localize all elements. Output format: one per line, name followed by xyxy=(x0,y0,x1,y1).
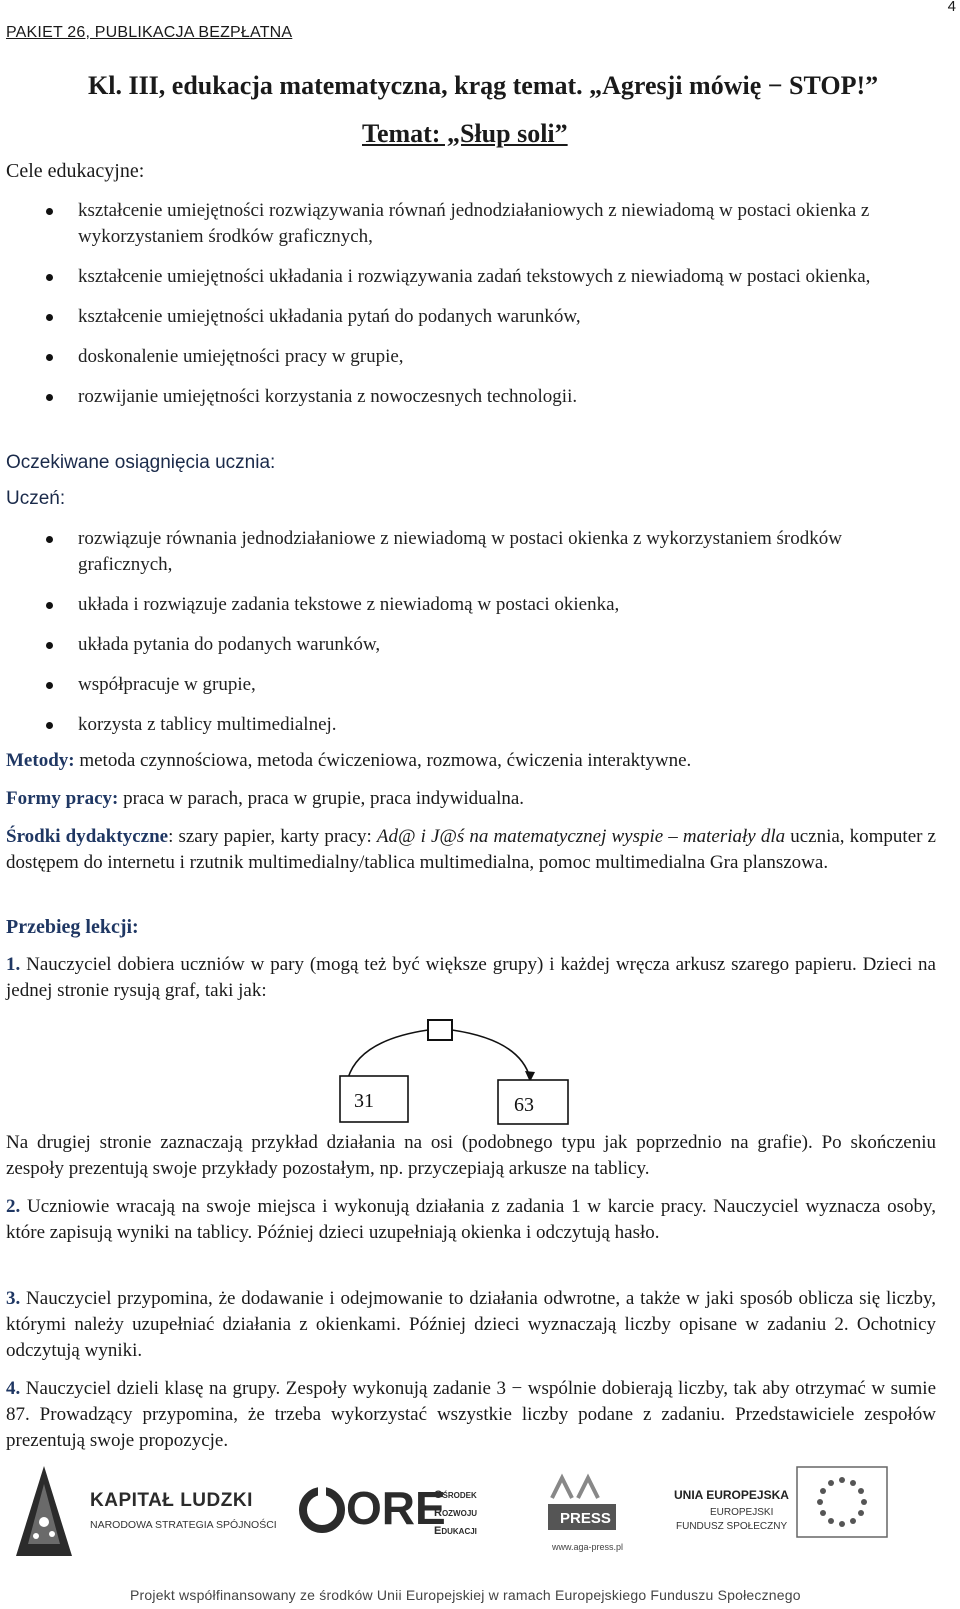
forms: Formy pracy: praca w parach, praca w grupie, praca indywidualna. xyxy=(6,788,525,809)
ore-line-2: Rozwoju xyxy=(434,1507,478,1519)
graph-box-left xyxy=(340,1076,408,1122)
page-header: PAKIET 26, PUBLIKACJA BEZPŁATNA xyxy=(6,24,293,41)
aga-press-url: www.aga-press.pl xyxy=(552,1542,624,1552)
lesson-step-4: 4. Nauczyciel dzieli klasę na grupy. Zespoły wykonują zadanie 3 − wspólnie dobierają liczby, tak aby otrzymać w sumie 87. Prowadzący przypomina, że trzeba wykorzystać wszystkie liczby podane z zadaniu. Przedstawiciele zespołów prezentują swoje propozycje. xyxy=(6,1378,936,1451)
goal-item: kształcenie umiejętności układania pytań do podanych warunków, xyxy=(40,304,940,330)
eu-flag-icon xyxy=(796,1466,888,1538)
eu-line-2: EUROPEJSKI xyxy=(710,1507,774,1518)
graph-right-value: 63 xyxy=(514,1094,534,1116)
goal-item: doskonalenie umiejętności pracy w grupie, xyxy=(40,344,940,370)
eu-line-3: FUNDUSZ SPOŁECZNY xyxy=(676,1521,788,1532)
outcome-item: korzysta z tablicy multimedialnej. xyxy=(40,712,940,738)
student-label: Uczeń: xyxy=(6,488,66,509)
aga-press-label: PRESS xyxy=(560,1510,611,1527)
lesson-step-1b: Na drugiej stronie zaznaczają przykład działania na osi (podobnego typu jak poprzednio na grafie). Po skończeniu zespoły prezentują swoje przykłady pozostałym, np. przyczepiają arkusze na tablicy. xyxy=(6,1132,936,1179)
outcomes-list xyxy=(40,526,940,738)
kapital-ludzki-title: KAPITAŁ LUDZKI xyxy=(90,1490,253,1511)
kapital-ludzki-emblem-icon xyxy=(14,1464,74,1558)
ore-line-3: Edukacji xyxy=(434,1525,477,1537)
number-graph xyxy=(330,1018,590,1133)
outcome-item: rozwiązuje równania jednodziałaniowe z niewiadomą w postaci okienka z wykorzystaniem środków graficznych, xyxy=(40,526,940,578)
goals-list xyxy=(40,198,940,410)
unknown-box xyxy=(428,1020,452,1040)
outcome-item: układa pytania do podanych warunków, xyxy=(40,632,940,658)
ore-ring-icon xyxy=(298,1486,346,1534)
methods: Metody: metoda czynnościowa, metoda ćwiczeniowa, rozmowa, ćwiczenia interaktywne. xyxy=(6,750,692,771)
graph-left-value: 31 xyxy=(354,1090,374,1112)
lesson-step-2: 2. Uczniowie wracają na swoje miejsca i wykonują działania z zadania 1 w karcie pracy. Nauczyciel wyznacza osoby, które zapisują wyniki na tablicy. Później dzieci uzupełniają okienka i odczytują hasło. xyxy=(6,1196,936,1243)
ore-logo-text: ORE xyxy=(346,1482,446,1534)
graph-arc-left xyxy=(348,1030,428,1078)
teaching-means: Środki dydaktyczne: szary papier, karty pracy: Ad@ i J@ś na matematycznej wyspie – materiały dla ucznia, komputer z dostępem do internetu i rzutnik multimedialny/tablica multimedialna, pomoc multimedialna Gra planszowa. xyxy=(6,826,936,873)
eu-line-1: UNIA EUROPEJSKA xyxy=(674,1488,789,1502)
ore-line-1: Ośrodek xyxy=(434,1489,477,1501)
lesson-step-3: 3. Nauczyciel przypomina, że dodawanie i odejmowanie to działania odwrotne, a także w jaki sposób oblicza się liczby, którymi należy uzupełniać działania z okienkami. Później dzieci wyznaczają liczby opisane w zadaniu 2. Ochotnicy odczytują wyniki. xyxy=(6,1288,936,1361)
outcome-item: współpracuje w grupie, xyxy=(40,672,940,698)
goals-label: Cele edukacyjne: xyxy=(6,160,145,182)
goal-item: rozwijanie umiejętności korzystania z nowoczesnych technologii. xyxy=(40,384,940,410)
goal-item: kształcenie umiejętności rozwiązywania równań jednodziałaniowych z niewiadomą w postaci okienka z wykorzystaniem środków graficznych, xyxy=(40,198,940,250)
lesson-label: Przebieg lekcji: xyxy=(6,916,139,938)
page-number: 4 xyxy=(947,0,956,15)
lesson-title: Kl. III, edukacja matematyczna, krąg temat. „Agresji mówię − STOP!” xyxy=(88,71,879,100)
footer-funding-text: Projekt współfinansowany ze środków Unii Europejskiej w ramach Europejskiego Funduszu Społecznego xyxy=(130,1587,801,1603)
goal-item: kształcenie umiejętności układania i rozwiązywania zadań tekstowych z niewiadomą w postaci okienka, xyxy=(40,264,940,290)
kapital-ludzki-subtitle: NARODOWA STRATEGIA SPÓJNOŚCI xyxy=(90,1519,277,1531)
outcome-item: układa i rozwiązuje zadania tekstowe z niewiadomą w postaci okienka, xyxy=(40,592,940,618)
lesson-step-1: 1. Nauczyciel dobiera uczniów w pary (mogą też być większe grupy) i każdej wręcza arkusz szarego papieru. Dzieci na jednej stronie rysują graf, taki jak: xyxy=(6,954,936,1001)
lesson-topic: Temat: „Słup soli” xyxy=(362,119,568,148)
outcomes-label: Oczekiwane osiągnięcia ucznia: xyxy=(6,452,276,473)
graph-arc-right xyxy=(452,1030,530,1078)
